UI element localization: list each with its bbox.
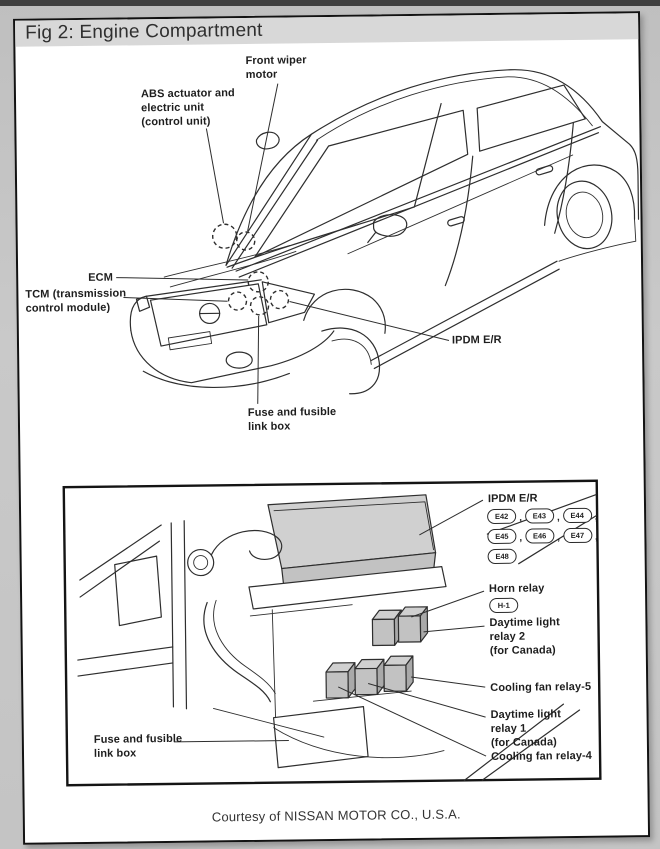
connector-separator: ,	[594, 511, 598, 523]
connector-badge: E43	[525, 508, 554, 523]
label-abs-actuator: ABS actuator and electric unit (control unit)	[140, 87, 235, 129]
label-ecm: ECM	[88, 271, 114, 284]
connector-badge: E46	[525, 528, 554, 543]
figure-title: Fig 2: Engine Compartment	[25, 19, 263, 44]
label-tcm: TCM (transmission control module)	[25, 287, 127, 315]
connector-badge: E44	[563, 508, 592, 523]
ipdm-connector-list	[487, 508, 600, 564]
connector-badge: E48	[488, 549, 517, 564]
connector-separator: ,	[519, 532, 523, 544]
scan-panel	[13, 11, 650, 845]
label-ipdm-detail: IPDM E/R	[487, 492, 538, 506]
connector-separator: ,	[519, 512, 523, 524]
label-fuse-box-car: Fuse and fusible link box	[247, 405, 337, 434]
connector-badge: E47	[563, 528, 592, 543]
connector-badge: E45	[487, 529, 516, 544]
label-front-wiper-motor: Front wiper motor	[245, 54, 307, 82]
label-daytime-relay-2: Daytime light relay 2 (for Canada)	[489, 616, 560, 658]
side-mirror	[256, 131, 407, 244]
connector-separator: ,	[594, 531, 598, 543]
fog-light	[226, 352, 252, 368]
label-cooling-fan-relay-5: Cooling fan relay-5	[490, 680, 592, 695]
connector-badge: E42	[487, 509, 516, 524]
label-ipdm-car: IPDM E/R	[451, 333, 502, 347]
connector-separator: ,	[556, 512, 560, 524]
label-horn-relay: Horn relay	[488, 582, 545, 596]
label-daytime-relay-1: Daytime light relay 1 (for Canada)	[490, 708, 562, 750]
window-top-edge	[0, 0, 660, 6]
courtesy-note: Courtesy of NISSAN MOTOR CO., U.S.A.	[211, 806, 461, 825]
label-fuse-box-detail: Fuse and fusible link box	[93, 732, 183, 760]
connector-separator: ,	[557, 532, 561, 544]
label-cooling-fan-relay-4: Cooling fan relay-4	[491, 749, 593, 764]
component-location-circles	[213, 223, 289, 315]
horn-connector-badge: H-1	[489, 598, 518, 613]
